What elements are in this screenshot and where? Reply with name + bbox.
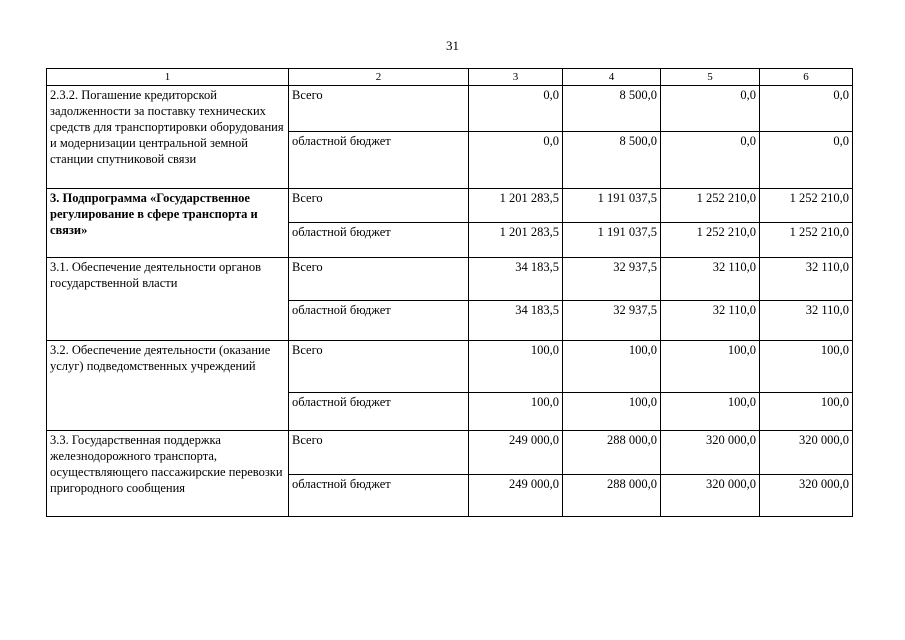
- value-cell-6: 32 110,0: [760, 301, 853, 341]
- value-cell-6: 0,0: [760, 86, 853, 132]
- funding-source-cell: Всего: [289, 86, 469, 132]
- value-cell-3: 0,0: [469, 86, 563, 132]
- value-cell-6: 100,0: [760, 341, 853, 393]
- value-cell-5: 320 000,0: [661, 475, 760, 517]
- funding-source-cell: областной бюджет: [289, 223, 469, 258]
- column-header-6: 6: [760, 69, 853, 86]
- column-number-row: [47, 69, 853, 86]
- value-cell-5: 100,0: [661, 393, 760, 431]
- funding-source-cell: областной бюджет: [289, 301, 469, 341]
- value-cell-6: 320 000,0: [760, 475, 853, 517]
- program-name-cell: 2.3.2. Погашение кредиторской задолженности за поставку технических средств для транспортировки оборудования и модернизации центральной земной станции спутниковой связи: [47, 86, 289, 189]
- funding-source-cell: Всего: [289, 189, 469, 223]
- value-cell-5: 32 110,0: [661, 301, 760, 341]
- value-cell-4: 100,0: [563, 393, 661, 431]
- value-cell-6: 320 000,0: [760, 431, 853, 475]
- value-cell-4: 32 937,5: [563, 301, 661, 341]
- value-cell-3: 34 183,5: [469, 258, 563, 301]
- table-row: [47, 431, 853, 475]
- value-cell-6: 0,0: [760, 132, 853, 189]
- column-header-4: 4: [563, 69, 661, 86]
- value-cell-5: 1 252 210,0: [661, 189, 760, 223]
- value-cell-6: 1 252 210,0: [760, 223, 853, 258]
- value-cell-3: 100,0: [469, 393, 563, 431]
- value-cell-6: 1 252 210,0: [760, 189, 853, 223]
- table-row: [47, 258, 853, 301]
- value-cell-5: 0,0: [661, 132, 760, 189]
- subprogram-name-cell: 3. Подпрограмма «Государственное регулирование в сфере транспорта и связи»: [47, 189, 289, 258]
- value-cell-3: 0,0: [469, 132, 563, 189]
- funding-source-cell: областной бюджет: [289, 132, 469, 189]
- funding-source-cell: Всего: [289, 258, 469, 301]
- value-cell-5: 32 110,0: [661, 258, 760, 301]
- table-row: [47, 341, 853, 393]
- program-name-cell: 3.1. Обеспечение деятельности органов государственной власти: [47, 258, 289, 341]
- value-cell-4: 288 000,0: [563, 475, 661, 517]
- value-cell-5: 1 252 210,0: [661, 223, 760, 258]
- column-header-1: 1: [47, 69, 289, 86]
- value-cell-3: 34 183,5: [469, 301, 563, 341]
- funding-source-cell: областной бюджет: [289, 393, 469, 431]
- value-cell-3: 249 000,0: [469, 431, 563, 475]
- value-cell-6: 100,0: [760, 393, 853, 431]
- value-cell-4: 8 500,0: [563, 86, 661, 132]
- value-cell-5: 100,0: [661, 341, 760, 393]
- value-cell-5: 320 000,0: [661, 431, 760, 475]
- funding-source-cell: Всего: [289, 341, 469, 393]
- table-row: [47, 189, 853, 223]
- page-number: 31: [446, 38, 459, 53]
- value-cell-3: 100,0: [469, 341, 563, 393]
- funding-source-cell: областной бюджет: [289, 475, 469, 517]
- value-cell-3: 1 201 283,5: [469, 223, 563, 258]
- table-row: [47, 86, 853, 132]
- program-name-cell: 3.3. Государственная поддержка железнодорожного транспорта, осуществляющего пассажирские перевозки пригородного сообщения: [47, 431, 289, 517]
- program-name-cell: 3.2. Обеспечение деятельности (оказание услуг) подведомственных учреждений: [47, 341, 289, 431]
- value-cell-4: 288 000,0: [563, 431, 661, 475]
- value-cell-3: 1 201 283,5: [469, 189, 563, 223]
- column-header-5: 5: [661, 69, 760, 86]
- value-cell-4: 32 937,5: [563, 258, 661, 301]
- value-cell-5: 0,0: [661, 86, 760, 132]
- value-cell-6: 32 110,0: [760, 258, 853, 301]
- column-header-2: 2: [289, 69, 469, 86]
- value-cell-3: 249 000,0: [469, 475, 563, 517]
- value-cell-4: 1 191 037,5: [563, 223, 661, 258]
- value-cell-4: 8 500,0: [563, 132, 661, 189]
- value-cell-4: 100,0: [563, 341, 661, 393]
- column-header-3: 3: [469, 69, 563, 86]
- funding-source-cell: Всего: [289, 431, 469, 475]
- value-cell-4: 1 191 037,5: [563, 189, 661, 223]
- budget-table: [46, 68, 853, 517]
